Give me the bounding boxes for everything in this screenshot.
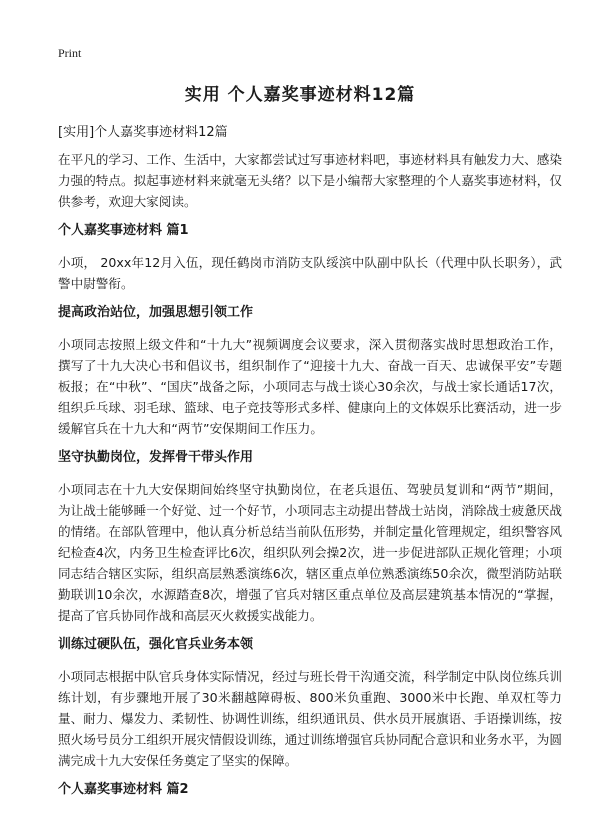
document-body [58, 149, 562, 811]
section-paragraph: 小项同志按照上级文件和“十九大”视频调度会议要求，深入贯彻落实战时思想政治工作，撰写了十九大决心书和倡议书，组织制作了“迎接十九大、奋战一百天、忠诚保平安”专题板报；在“中秋”、“国庆”战备之际，小项同志与战士谈心30余次，与战士家长通话17次，组织乒乓球、羽毛球、篮球、电子竞技等形式多样、健康向上的文体娱乐比赛活动，进一步缓解官兵在十九大和“两节”安保期间工作压力。 [58, 337, 562, 436]
intro-paragraph: 在平凡的学习、工作、生活中，大家都尝试过写事迹材料吧，事迹材料具有触发力大、感染力强的特点。拟起事迹材料来就毫无头绪？以下是小编帮大家整理的个人嘉奖事迹材料，仅供参考，欢迎大家阅读。 [58, 152, 562, 209]
section-paragraph: 小项， 20xx年12月入伍，现任鹤岗市消防支队绥滨中队副中队长（代理中队长职务），武警中尉警衔。 [58, 255, 562, 291]
document-title: 实用 个人嘉奖事迹材料12篇 [184, 85, 416, 105]
section-heading: 个人嘉奖事迹材料 篇2 [58, 782, 189, 797]
section-paragraph: 小项同志根据中队官兵身体实际情况，经过与班长骨干沟通交流，科学制定中队岗位练兵训练计划，有步骤地开展了30米翻越障碍板、800米负重跑、3000米中长跑、单双杠等力量、耐力、爆发力、柔韧性、协调性训练，组织通讯员、供水员开展旗语、手语操训练，按照火场号员分工组织开展灾情假设训练，通过训练增强官兵协同配合意识和业务水平，为圆满完成十九大安保任务奠定了坚实的保障。 [58, 669, 562, 768]
section-heading: 训练过硬队伍，强化官兵业务本领 [58, 637, 254, 652]
section-paragraph: 小项同志在十九大安保期间始终坚守执勤岗位，在老兵退伍、驾驶员复训和“两节”期间，为让战士能够睡一个好觉、过一个好节，小项同志主动提出替战士站岗，消除战士疲惫厌战的情绪。在部队管理中，他认真分析总结当前队伍形势，并制定量化管理规定，组织警容风纪检查4次，内务卫生检查评比6次，组织队列会操2次，进一步促进部队正规化管理；小项同志结合辖区实际，组织高层熟悉演练6次，辖区重点单位熟悉演练50余次，微型消防站联勤联训10余次，水源踏查8次，增强了官兵对辖区重点单位及高层建筑基本情况的“掌握，提高了官兵协同作战和高层灭火救援实战能力。 [58, 482, 562, 623]
document-subtitle: [实用]个人嘉奖事迹材料12篇 [58, 125, 228, 140]
section-heading: 个人嘉奖事迹材料 篇1 [58, 223, 189, 238]
section-heading: 提高政治站位，加强思想引领工作 [58, 305, 254, 320]
section-heading: 坚守执勤岗位，发挥骨干带头作用 [58, 450, 254, 465]
print-label[interactable]: Print [58, 46, 82, 60]
